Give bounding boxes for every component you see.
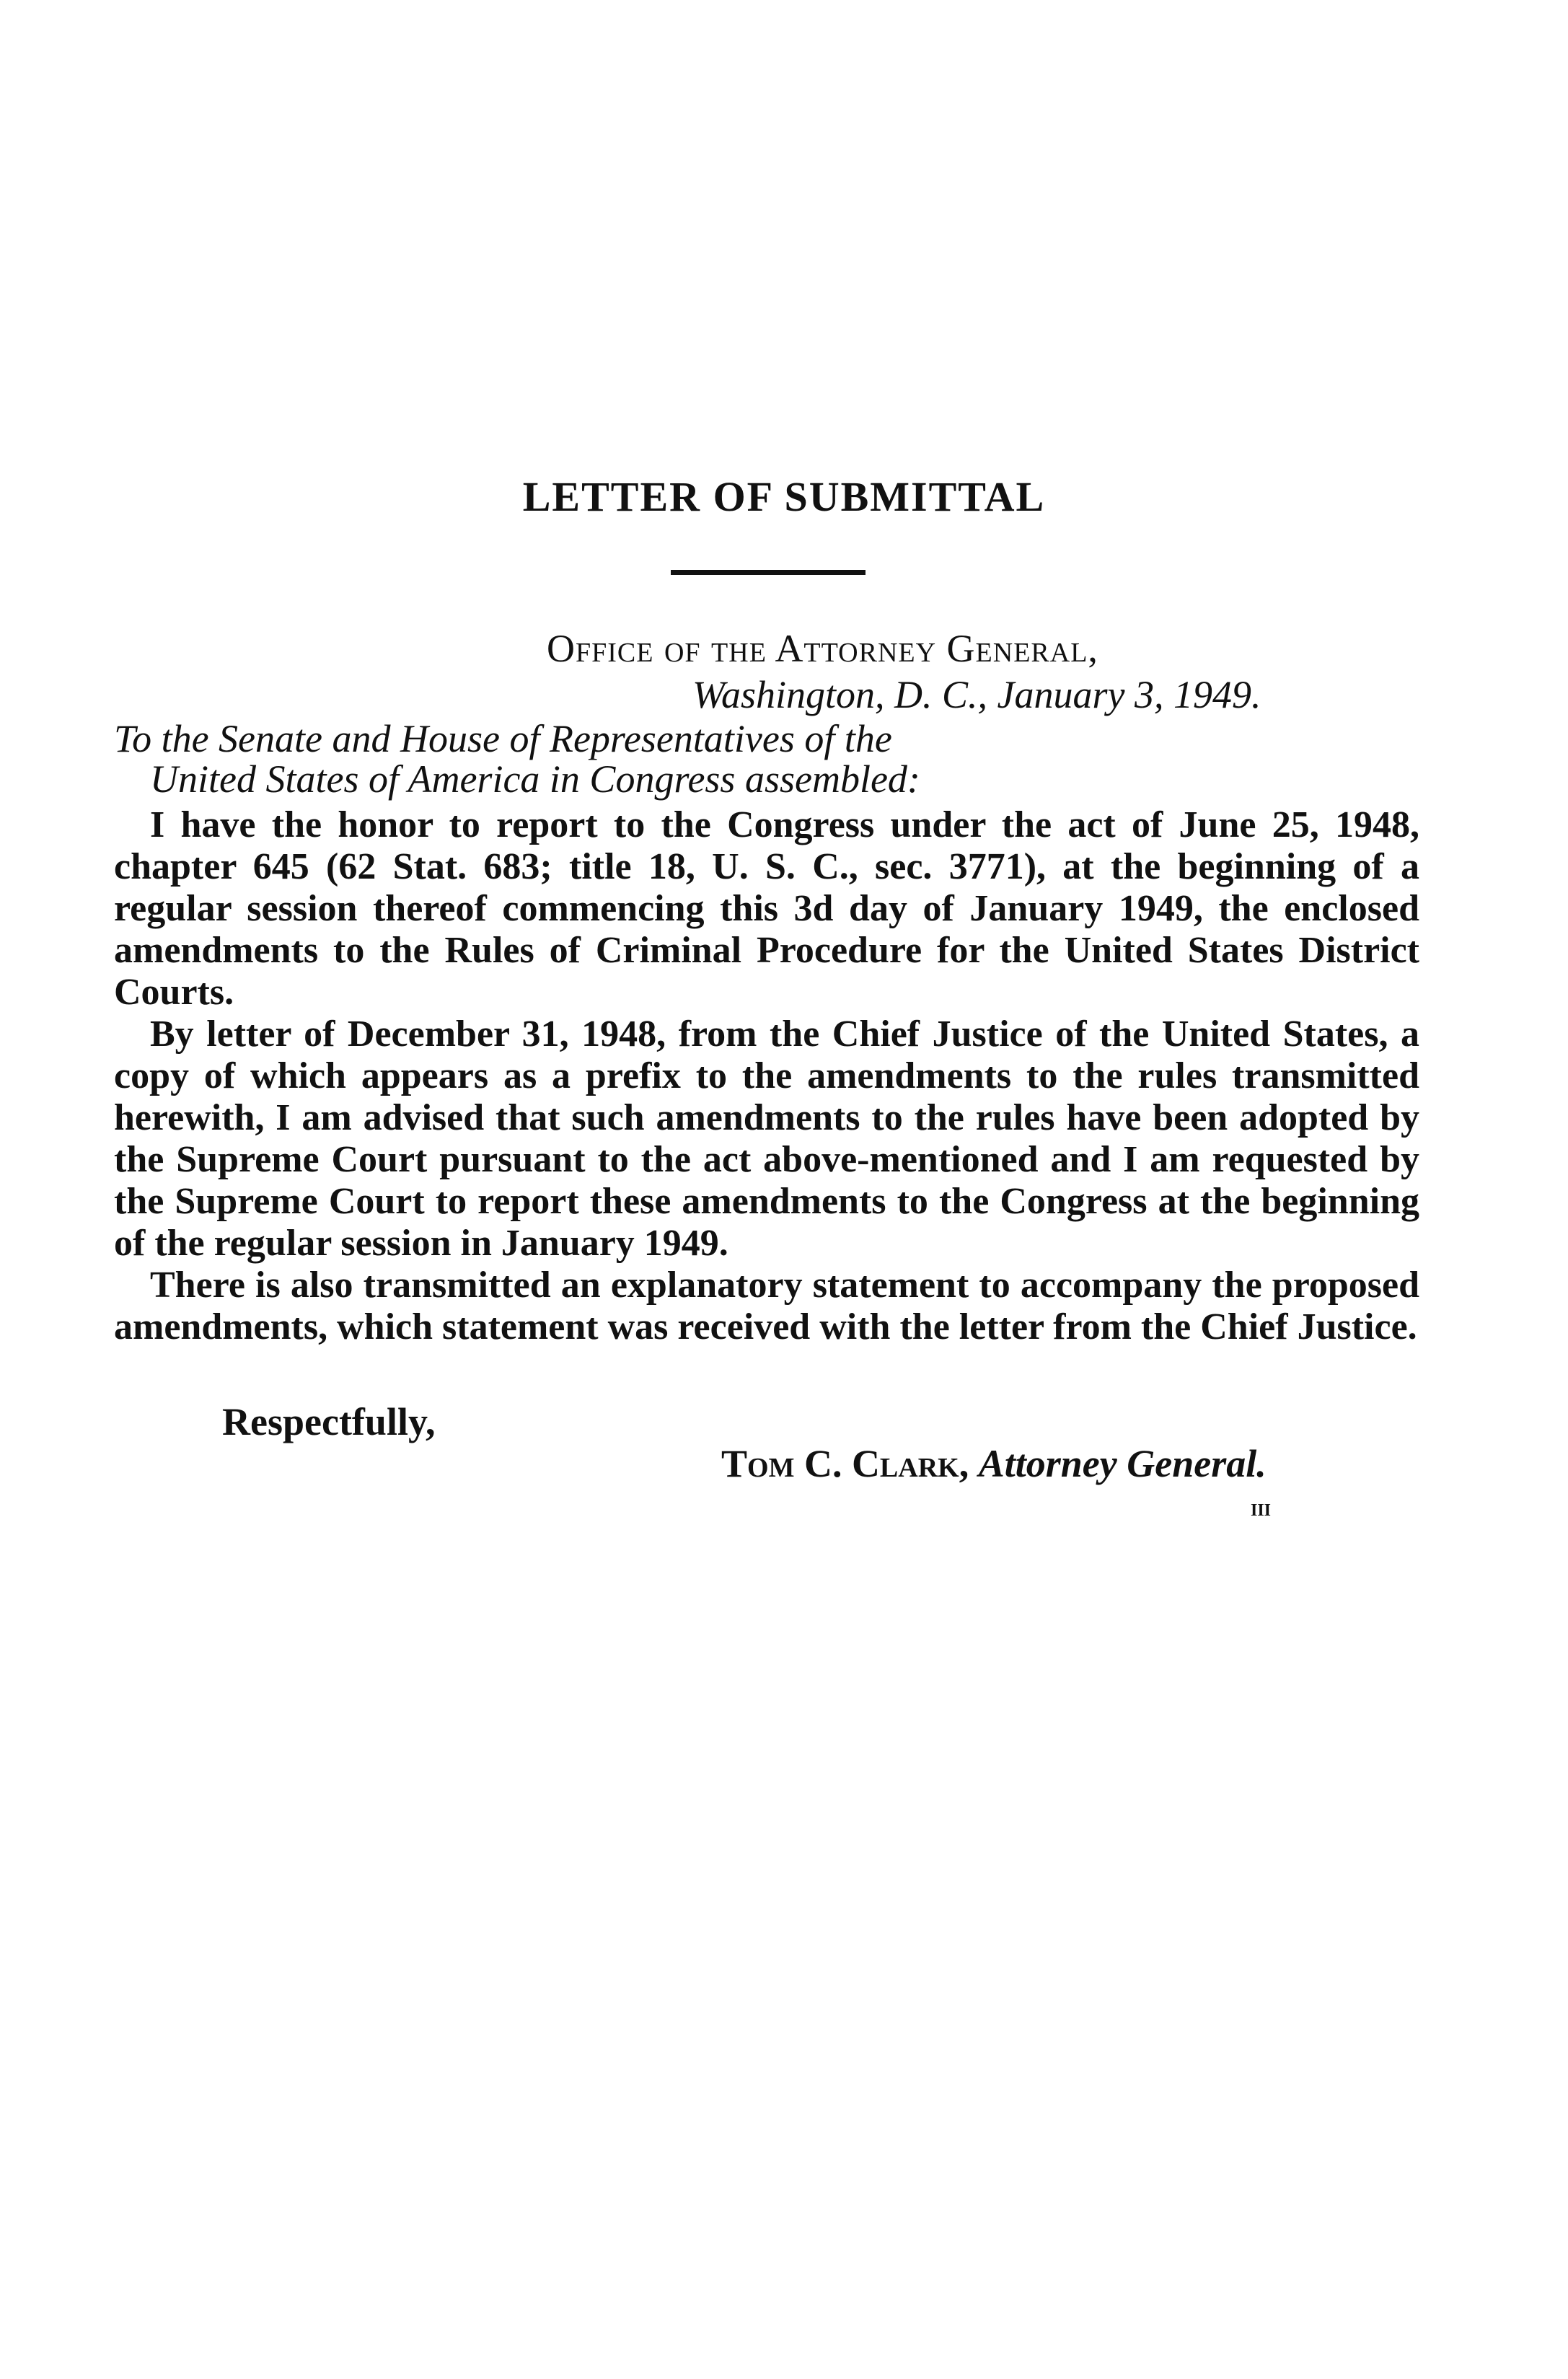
salutation-line-2: United States of America in Congress assembled: — [150, 757, 920, 801]
letter-title: LETTER OF SUBMITTAL — [522, 473, 1046, 520]
paragraph: I have the honor to report to the Congress under the act of June 25, 1948, chapter 645 (62 Stat. 683; title 18, U. S. C., sec. 3771), at the beginning of a regular session thereof commencing this 3d day of January 1949, the enclosed amendments to the Rules of Criminal Procedure for the United States District Courts. — [114, 804, 1419, 1013]
office-line: Office of the Attorney General, — [547, 627, 1098, 670]
paragraph: By letter of December 31, 1948, from the Chief Justice of the United States, a copy of which appears as a prefix to the amendments to the rules transmitted herewith, I am advised that such amendments to the rules have been adopted by the Supreme Court pursuant to the act above-mentioned and I am requested by the Supreme Court to report these amendments to the Congress at the beginning of the regular session in January 1949. — [114, 1013, 1419, 1264]
title-divider — [671, 570, 866, 575]
paragraph: There is also transmitted an explanatory statement to accompany the proposed amendments, which statement was received with the letter from the Chief Justice. — [114, 1265, 1419, 1347]
signatory-name: Tom C. Clark, — [721, 1442, 969, 1485]
signatory-title: Attorney General. — [978, 1442, 1267, 1485]
signature-block — [721, 1441, 1267, 1486]
dateline: Washington, D. C., January 3, 1949. — [692, 673, 1261, 716]
closing: Respectfully, — [222, 1400, 436, 1443]
salutation — [114, 718, 920, 799]
letter-body — [114, 804, 1419, 1348]
page-number: iii — [1251, 1495, 1272, 1521]
salutation-line-1: To the Senate and House of Representatives of the — [114, 717, 892, 760]
